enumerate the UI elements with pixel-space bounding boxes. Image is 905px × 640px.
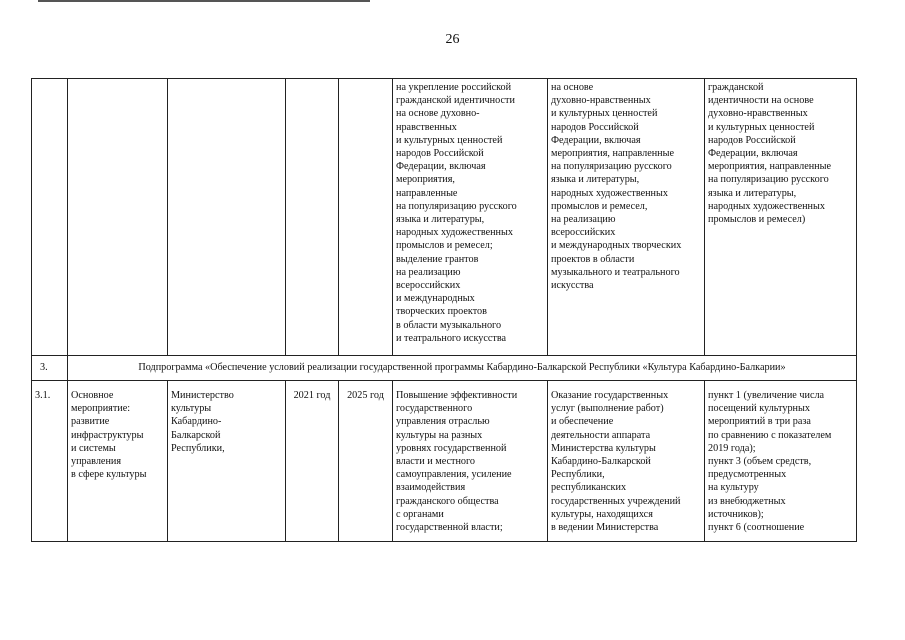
cell-expected-result: на укрепление российской гражданской идентичности на основе духовно- нравственных и культурных ценностей народов Российской Федерации, включая мероприятия, направленные на популяризацию русского языка и литературы, народных художественных промыслов и ремесел; выделение грантов на реализацию всероссийских и международных творческих проектов в области музыкального и театрального искусства	[393, 79, 548, 356]
cell-empty	[286, 79, 339, 356]
cell-indicators: гражданской идентичности на основе духовно-нравственных и культурных ценностей народов Российской Федерации, включая мероприятия, направленные на популяризацию русского языка и литературы, народных художественных промыслов и ремесел)	[705, 79, 857, 356]
item-start-year: 2021 год	[286, 381, 339, 542]
item-expected-result: Повышение эффективности государственного управления отраслью культуры на разных уровнях государственной власти и местного самоуправления, усиление взаимодействия гражданского общества с органами государственной власти;	[393, 381, 548, 542]
table-row-item	[32, 381, 857, 542]
item-executor: Министерство культуры Кабардино- Балкарской Республики,	[168, 381, 286, 542]
item-name: Основное мероприятие: развитие инфраструктуры и системы управления в сфере культуры	[68, 381, 168, 542]
page-number: 26	[445, 32, 460, 47]
cell-empty	[339, 79, 393, 356]
item-indicators: пункт 1 (увеличение числа посещений культурных мероприятий в три раза по сравнению с показателем 2019 года); пункт 3 (объем средств, предусмотренных на культуру из внебюджетных источников); пункт 6 (соотношение	[705, 381, 857, 542]
item-directions: Оказание государственных услуг (выполнение работ) и обеспечение деятельности аппарата Министерства культуры Кабардино-Балкарской Республики, республиканских государственных учреждений культуры, находящихся в ведении Министерства	[548, 381, 705, 542]
subprogram-title: Подпрограмма «Обеспечение условий реализации государственной программы Кабардино-Балкарской Республики «Культура Кабардино-Балкарии»	[68, 356, 857, 381]
cell-empty	[32, 79, 68, 356]
cell-empty	[68, 79, 168, 356]
program-table	[31, 78, 857, 542]
cell-empty	[168, 79, 286, 356]
top-edge-line	[38, 0, 370, 2]
table-row-subprogram	[32, 356, 857, 381]
item-number: 3.1.	[32, 381, 68, 542]
subprogram-number: 3.	[32, 356, 68, 381]
item-end-year: 2025 год	[339, 381, 393, 542]
cell-directions: на основе духовно-нравственных и культурных ценностей народов Российской Федерации, включая мероприятия, направленные на популяризацию русского языка и литературы, народных художественных промыслов и ремесел, на реализацию всероссийских и международных творческих проектов в области музыкального и театрального искусства	[548, 79, 705, 356]
table-row-continuation	[32, 79, 857, 356]
